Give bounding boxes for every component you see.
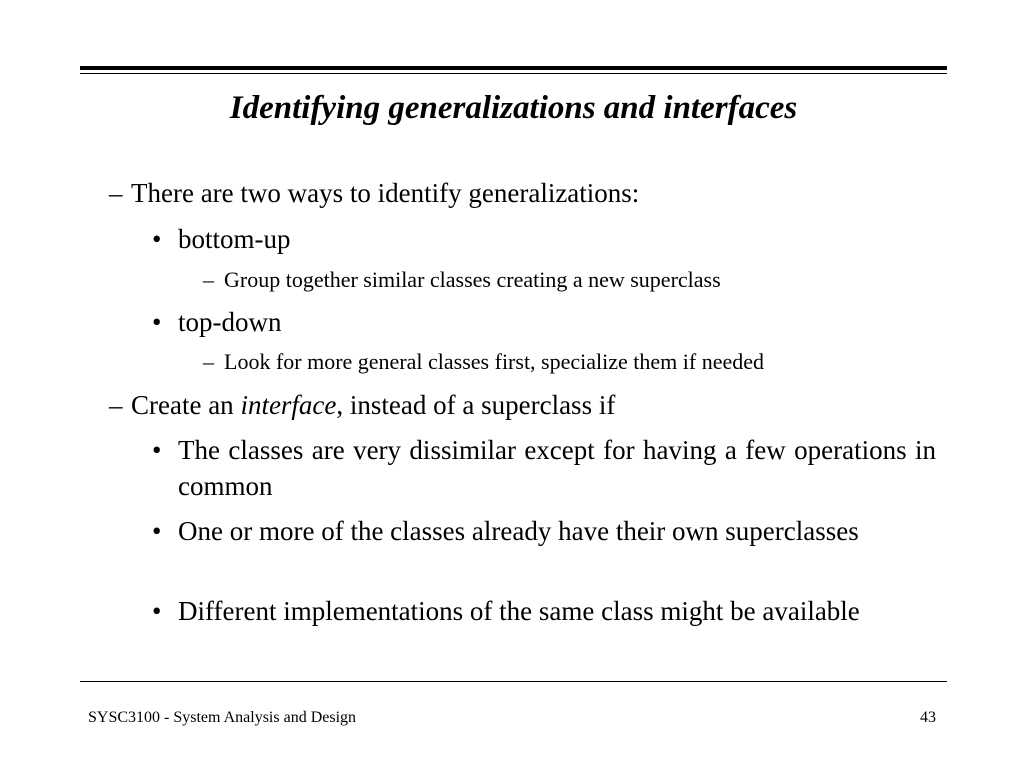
dash-marker: – — [203, 349, 214, 374]
interface-term: interface — [240, 390, 337, 420]
footer-course: SYSC3100 - System Analysis and Design — [88, 709, 357, 726]
point-text: top-down — [178, 307, 282, 337]
point-different-implementations — [152, 593, 936, 629]
bullet-marker: • — [152, 224, 162, 254]
point-text-before: Create an — [131, 390, 241, 420]
dash-marker: – — [203, 267, 214, 292]
point-text: The classes are very dissimilar except for having a few operations in common — [178, 435, 936, 501]
page-number: 43 — [920, 709, 936, 726]
bullet-marker: • — [152, 307, 162, 337]
footer-rule — [80, 681, 947, 682]
point-dissimilar-classes — [152, 432, 936, 504]
dash-marker: – — [109, 178, 123, 208]
point-top-down — [152, 304, 936, 340]
point-text: Group together similar classes creating a new superclass — [224, 267, 721, 292]
point-text: bottom-up — [178, 224, 291, 254]
bullet-marker: • — [152, 516, 162, 546]
point-ways-to-identify — [109, 175, 939, 211]
slide-title: Identifying generalizations and interfaces — [229, 90, 798, 126]
point-text: One or more of the classes already have their own superclasses — [178, 516, 859, 546]
title-rule-thin — [80, 73, 947, 74]
dash-marker: – — [109, 390, 123, 420]
point-look-for-general — [203, 347, 936, 377]
bullet-marker: • — [152, 435, 162, 465]
bullet-marker: • — [152, 596, 162, 626]
title-rule-thick — [80, 66, 947, 70]
point-text: Look for more general classes first, specialize them if needed — [224, 349, 764, 374]
point-bottom-up — [152, 221, 936, 257]
point-group-together — [203, 265, 936, 295]
point-create-interface — [109, 387, 939, 423]
point-own-superclasses — [152, 513, 936, 549]
point-text: Different implementations of the same class might be available — [178, 596, 860, 626]
point-text-after: , instead of a superclass if — [336, 390, 616, 420]
point-text: There are two ways to identify generalizations: — [131, 178, 640, 208]
